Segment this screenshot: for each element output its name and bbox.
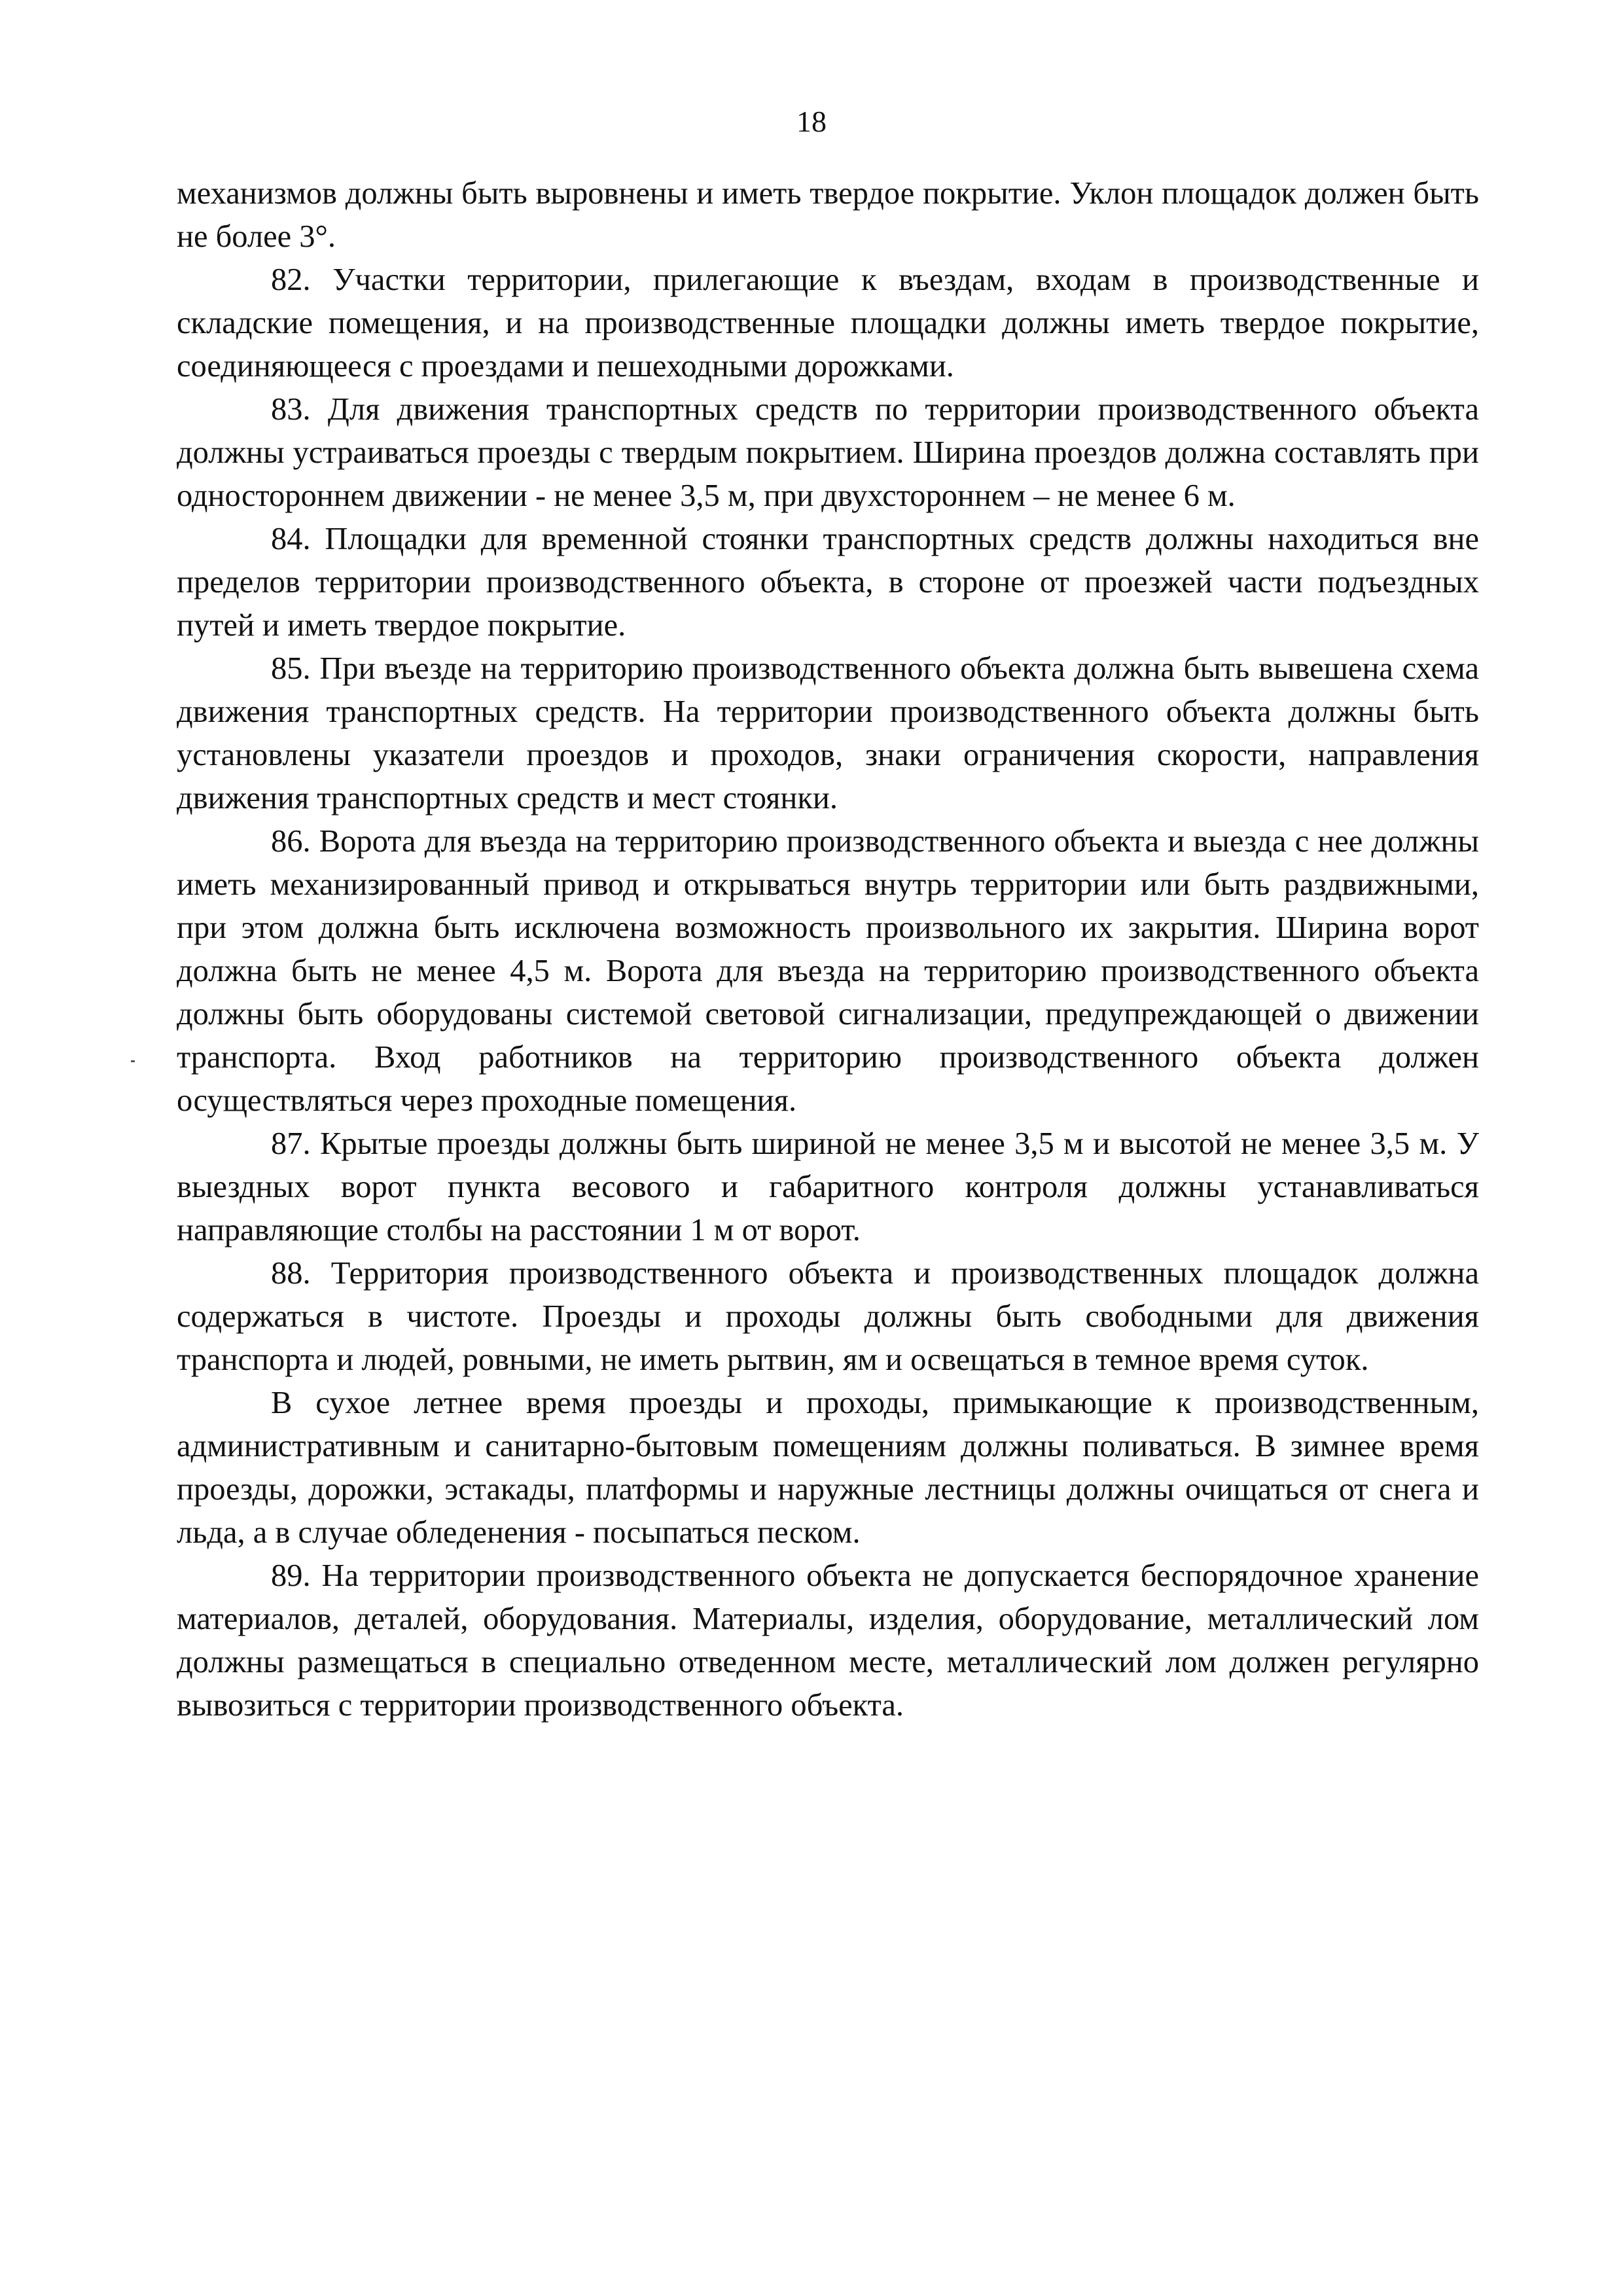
paragraph-84: 84. Площадки для временной стоянки транспортных средств должны находиться вне пределов территории производственного объекта, в стороне от проезжей части подъездных путей и иметь твердое покрытие. [177, 522, 1479, 643]
page-number: 18 [796, 105, 827, 138]
paragraph-87: 87. Крытые проезды должны быть шириной не менее 3,5 м и высотой не менее 3,5 м. У выездных ворот пункта весового и габаритного контроля должны устанавливаться направляющие столбы на расстоянии 1 м от ворот. [177, 1126, 1479, 1247]
paragraph-88-continued: В сухое летнее время проезды и проходы, примыкающие к производственным, административным и санитарно-бытовым помещениям должны поливаться. В зимнее время проезды, дорожки, эстакады, платформы и наружные лестницы должны очищаться от снега и льда, а в случае обледенения - посыпаться песком. [177, 1386, 1479, 1550]
paragraph-82: 82. Участки территории, прилегающие к въездам, входам в производственные и складские помещения, и на производственные площадки должны иметь твердое покрытие, соединяющееся с проездами и пешеходными дорожками. [177, 262, 1479, 384]
paragraph-83: 83. Для движения транспортных средств по территории производственного объекта должны устраиваться проезды с твердым покрытием. Ширина проездов должна составлять при одностороннем движении - не менее 3,5 м, при двухстороннем – не менее 6 м. [177, 392, 1479, 513]
document-body [177, 172, 1479, 1727]
paragraph-85: 85. При въезде на территорию производственного объекта должна быть вывешена схема движения транспортных средств. На территории производственного объекта должны быть установлены указатели проездов и проходов, знаки ограничения скорости, направления движения транспортных средств и мест стоянки. [177, 651, 1479, 816]
paragraph-89: 89. На территории производственного объекта не допускается беспорядочное хранение материалов, деталей, оборудования. Материалы, изделия, оборудование, металлический лом должны размещаться в специально отведенном месте, металлический лом должен регулярно вывозиться с территории производственного объекта. [177, 1558, 1479, 1723]
paragraph-88: 88. Территория производственного объекта и производственных площадок должна содержаться в чистоте. Проезды и проходы должны быть свободными для движения транспорта и людей, ровными, не иметь рытвин, ям и освещаться в темное время суток. [177, 1256, 1479, 1377]
paragraph-86: 86. Ворота для въезда на территорию производственного объекта и выезда с нее должны иметь механизированный привод и открываться внутрь территории или быть раздвижными, при этом должна быть исключена возможность произвольного их закрытия. Ширина ворот должна быть не менее 4,5 м. Ворота для въезда на территорию производственного объекта должны быть оборудованы системой световой сигнализации, предупреждающей о движении транспорта. Вход работников на территорию производственного объекта должен осуществляться через проходные помещения. [177, 824, 1479, 1118]
paragraph-continuation: механизмов должны быть выровнены и иметь твердое покрытие. Уклон площадок должен быть не более 3°. [177, 176, 1479, 254]
scan-artifact-mark [131, 1060, 135, 1062]
